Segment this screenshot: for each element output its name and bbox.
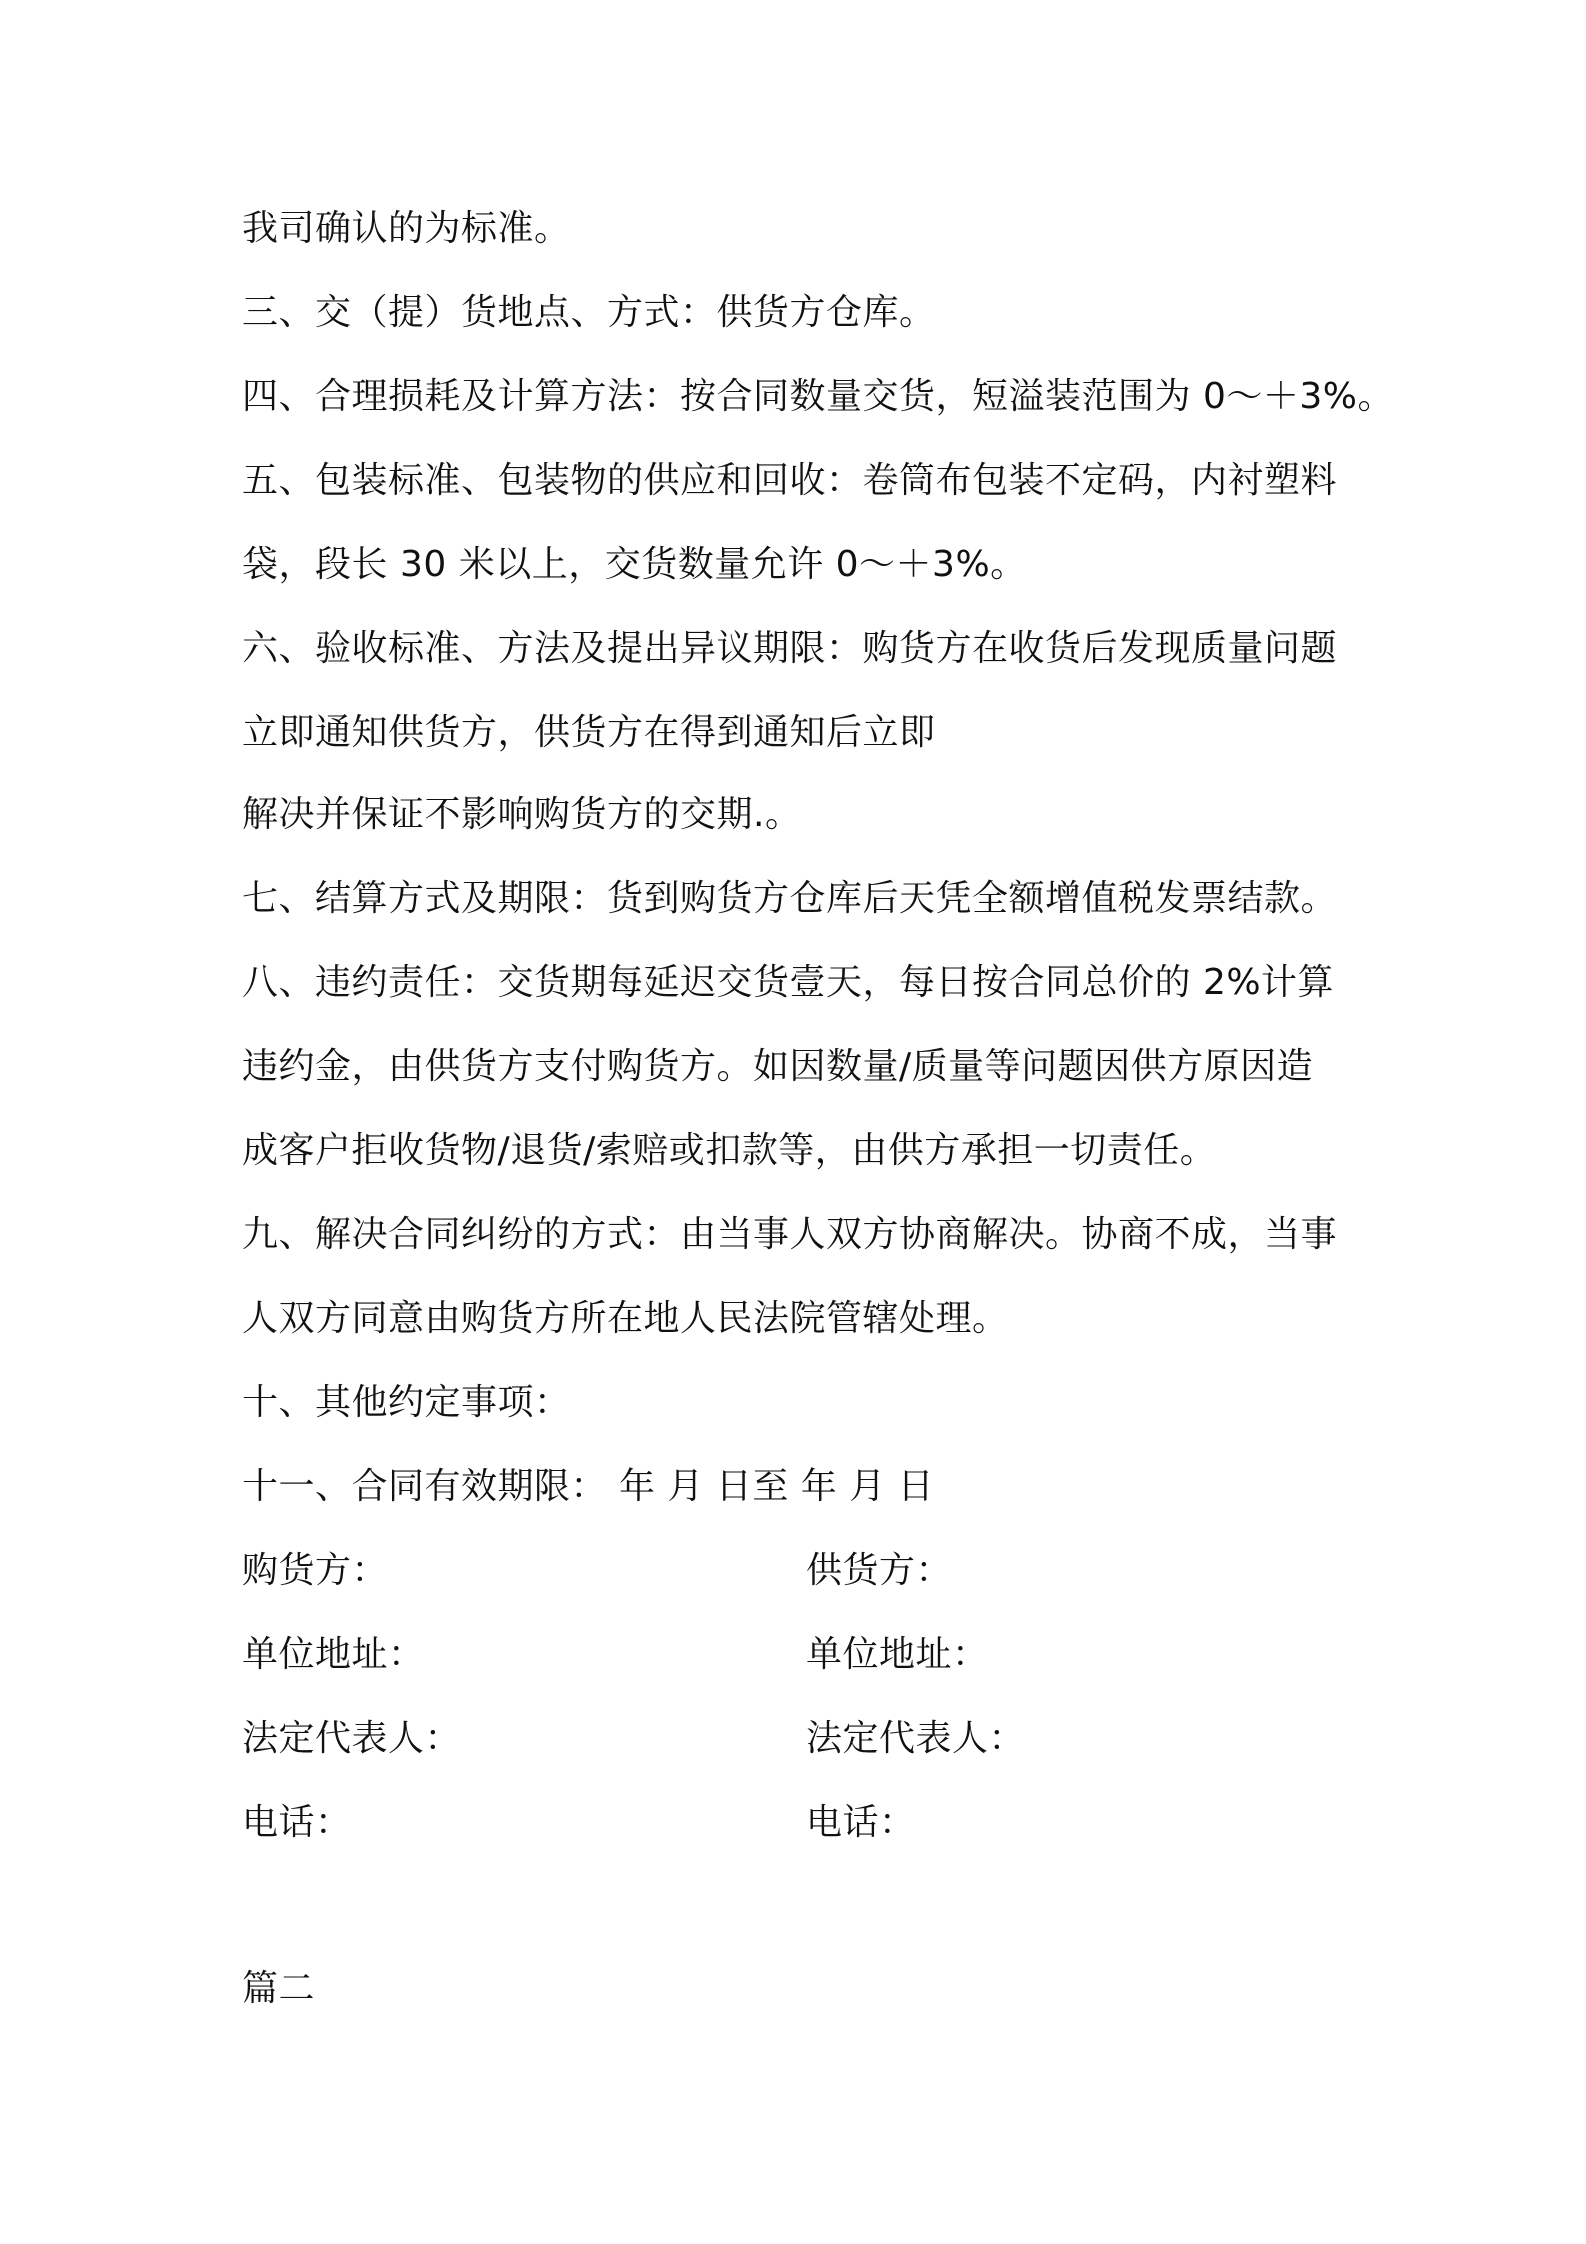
clause-4: 四、合理损耗及计算方法：按合同数量交货，短溢装范围为 0～＋3%。 [242, 376, 1394, 417]
clause-3: 三、交（提）货地点、方式：供货方仓库。 [242, 292, 936, 333]
clause-9: 九、解决合同纠纷的方式：由当事人双方协商解决。协商不成，当事 [242, 1214, 1338, 1255]
clause-11: 十一、合同有效期限： 年 月 日至 年 月 日 [242, 1466, 935, 1507]
buyer-address: 单位地址： [242, 1634, 425, 1675]
buyer-phone: 电话： [242, 1802, 352, 1843]
text-line: 我司确认的为标准。 [242, 208, 571, 249]
clause-8: 八、违约责任：交货期每延迟交货壹天，每日按合同总价的 2%计算 [242, 962, 1335, 1003]
text-line: 袋，段长 30 米以上，交货数量允许 0～＋3%。 [242, 544, 1027, 585]
supplier-phone: 电话： [806, 1802, 916, 1843]
clause-5: 五、包装标准、包装物的供应和回收：卷筒布包装不定码，内衬塑料 [242, 460, 1338, 501]
buyer-title: 购货方： [242, 1550, 389, 1591]
next-section-heading: 篇二 [242, 1968, 316, 2009]
clause-10: 十、其他约定事项： [242, 1382, 571, 1423]
supplier-representative: 法定代表人： [806, 1718, 1026, 1759]
text-line: 成客户拒收货物/退货/索赔或扣款等，由供方承担一切责任。 [242, 1130, 1217, 1171]
supplier-address: 单位地址： [806, 1634, 989, 1675]
clause-6: 六、验收标准、方法及提出异议期限：购货方在收货后发现质量问题 [242, 628, 1338, 669]
supplier-title: 供货方： [806, 1550, 953, 1591]
buyer-representative: 法定代表人： [242, 1718, 462, 1759]
text-line: 立即通知供货方，供货方在得到通知后立即 [242, 712, 936, 753]
clause-7: 七、结算方式及期限：货到购货方仓库后天凭全额增值税发票结款。 [242, 878, 1338, 919]
text-line: 人双方同意由购货方所在地人民法院管辖处理。 [242, 1298, 1009, 1339]
text-line: 解决并保证不影响购货方的交期.。 [242, 794, 802, 835]
text-line: 违约金，由供货方支付购货方。如因数量/质量等问题因供方原因造 [242, 1046, 1314, 1087]
